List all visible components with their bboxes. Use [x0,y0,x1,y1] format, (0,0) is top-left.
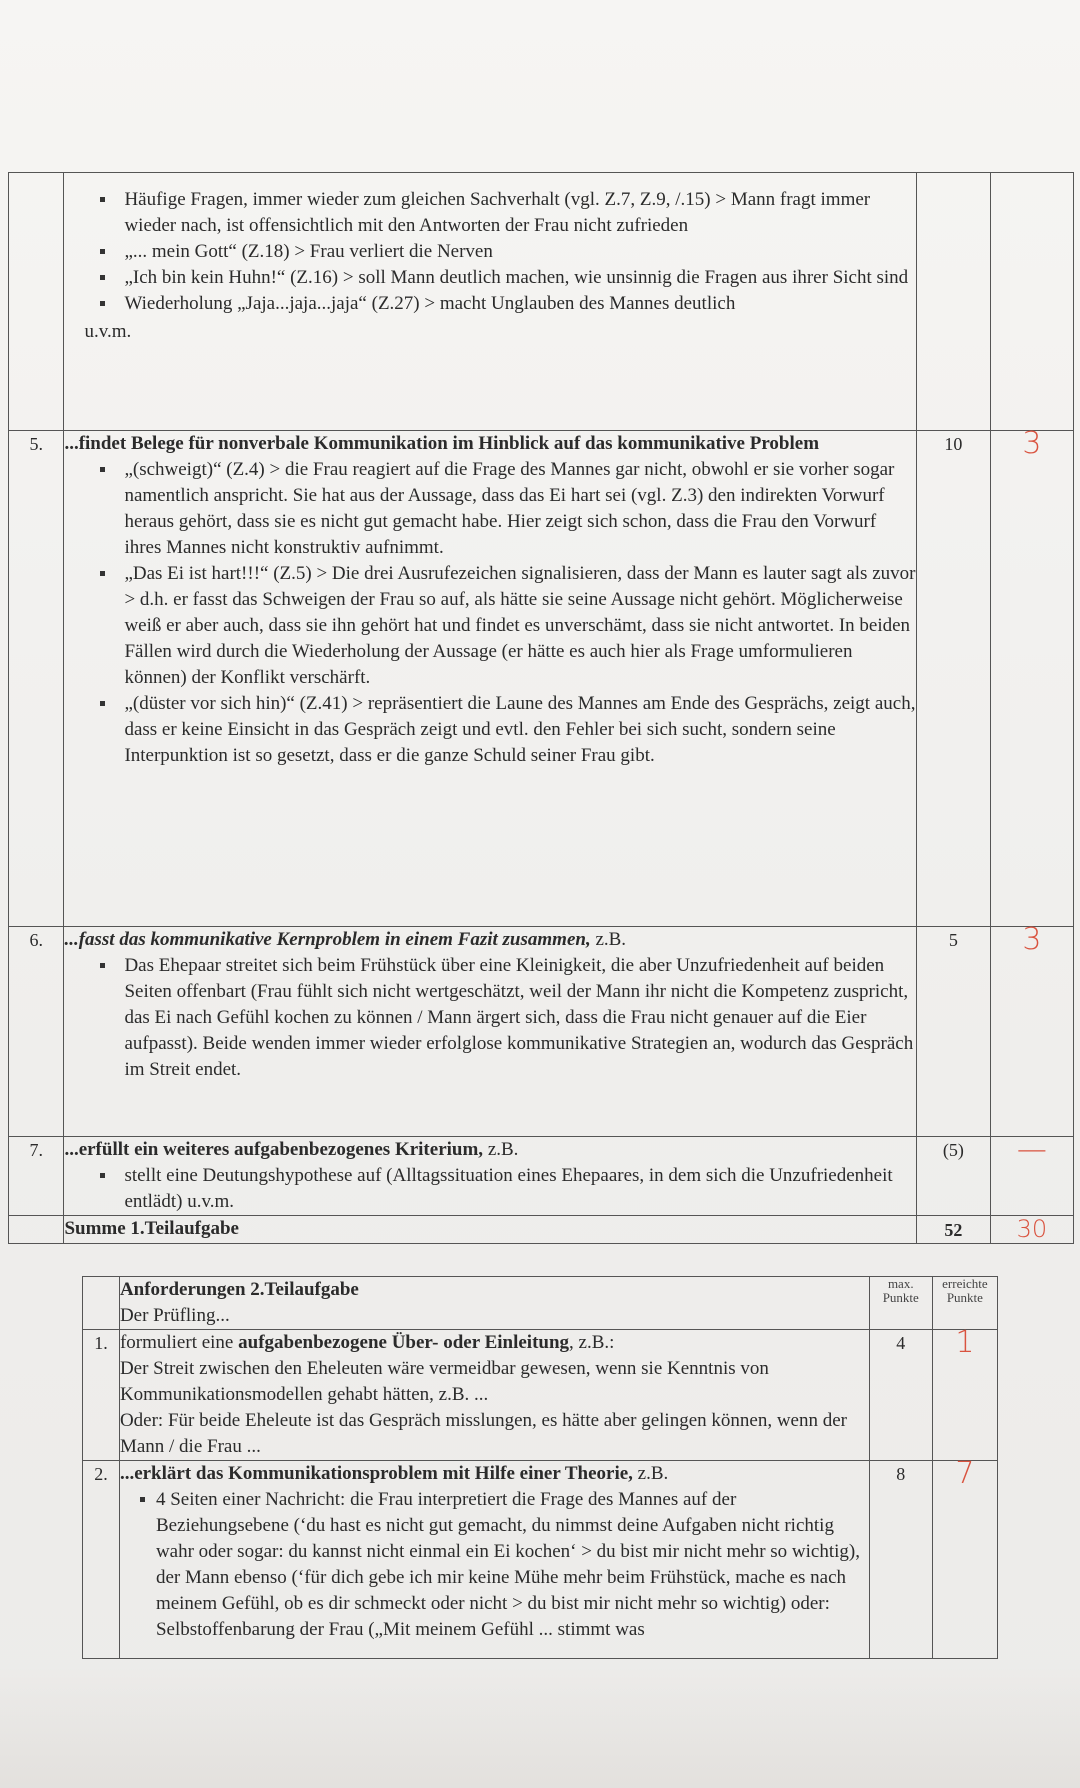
table-row [9,173,1074,431]
criteria-cell [64,1137,916,1216]
achieved-points [990,173,1073,431]
list-item: Das Ehepaar streitet sich beim Frühstück über eine Kleinigkeit, die aber Unzufriedenheit auf beiden Seiten offenbart (Frau fühlt sich nicht wertgeschätzt, weil der Mann ihr nicht die Kompetenz zuspricht, das Ei nach Gefühl kochen zu können / Mann ärgert sich, dass die Frau nicht genauer auf die Eier aufpasst). Beide wenden immer wieder erfolglose kommunikative Strategien an, wodurch das Gespräch im Streit endet. [64,953,915,1083]
table-row [9,1137,1074,1216]
empty-cell [83,1277,120,1330]
criterion-heading: ...fasst das kommunikative Kernproblem in einem Fazit zusammen, [64,929,591,950]
example-line: Der Streit zwischen den Eheleuten wäre vermeidbar gewesen, wenn sie Kenntnis von Kommunikationsmodellen gehabt hätten, z.B. ... [119,1358,769,1405]
intro-text: formuliert eine [119,1332,239,1353]
max-points: 10 [916,431,990,927]
example-line: Oder: Für beide Eheleute ist das Gespräch misslungen, es hätte aber gelingen können, wenn der Mann / die Frau ... [119,1410,847,1457]
table-row [9,431,1074,927]
table-row [9,927,1074,1137]
section-subtitle: Der Prüfling... [119,1305,230,1326]
criteria-cell [119,1461,869,1659]
row-number: 2. [83,1461,120,1659]
header-row [83,1277,998,1330]
achieved-points: 3 [990,927,1073,1137]
list-item: Häufige Fragen, immer wieder zum gleichen Sachverhalt (vgl. Z.7, Z.9, /.15) > Mann fragt immer wieder nach, ist offensichtlich mit den Antworten der Frau nicht zufrieden [64,187,915,239]
grading-table-2 [82,1276,998,1659]
achieved-points: 1 [932,1330,997,1461]
criterion-heading: ...findet Belege für nonverbale Kommunikation im Hinblick auf das kommunikative Problem [64,433,820,454]
max-points: (5) [916,1137,990,1216]
uvm-note: u.v.m. [84,321,132,342]
criteria-cell [64,431,916,927]
max-points: 8 [869,1461,932,1659]
list-item: stellt eine Deutungshypothese auf (Alltagssituation eines Ehepaares, in dem sich die Unzufriedenheit entlädt) u.v.m. [64,1163,915,1215]
list-item: „(düster vor sich hin)“ (Z.41) > repräsentiert die Laune des Mannes am Ende des Gesprächs, zeigt auch, dass er keine Einsicht in das Gespräch zeigt und evtl. den Fehler bei sich sucht, sondern seine Interpunktion ist so gesetzt, dass er die ganze Schuld seiner Frau gibt. [64,691,915,769]
list-item: „Das Ei ist hart!!!“ (Z.5) > Die drei Ausrufezeichen signalisieren, dass der Mann es lauter sagt als zuvor > d.h. er fasst das Schweigen der Frau so auf, als hätte sie seine Aussage nicht gehört. Möglicherweise weiß er aber auch, dass sie ihn gehört hat und findet es unverschämt, dass sie nicht antwortet. In beiden Fällen wird durch die Wiederholung der Aussage (er hätte es auch hier als Frage umformulieren können) der Konflikt verschärft. [64,561,915,691]
achieved-points-header: erreichte Punkte [932,1277,997,1330]
criteria-cell [64,173,916,431]
sum-label: Summe 1.Teilaufgabe [64,1216,916,1244]
list-item: „(schweigt)“ (Z.4) > die Frau reagiert auf die Frage des Mannes gar nicht, obwohl er sie vorher sogar namentlich anspricht. Sie hat aus der Aussage, dass das Ei hart sei (vgl. Z.3) den indirekten Vorwurf heraus gehört, dass sie es nicht gut gemacht habe. Hier zeigt sich schon, dass die Frau den Vorwurf ihres Mannes nicht konstruktiv aufnimmt. [64,457,915,561]
section-title: Anforderungen 2.Teilaufgabe [119,1279,359,1300]
criterion-heading-suffix: z.B. [483,1139,519,1160]
row-number: 5. [9,431,64,927]
max-points-header: max. Punkte [869,1277,932,1330]
intro-suffix: , z.B.: [569,1332,615,1353]
max-points: 4 [869,1330,932,1461]
criterion-heading-suffix: z.B. [590,929,627,950]
row-number: 7. [9,1137,64,1216]
sum-max-points: 52 [916,1216,990,1244]
row-number: 6. [9,927,64,1137]
row-number: 1. [83,1330,120,1461]
scan-shadow [0,1668,1080,1788]
max-points: 5 [916,927,990,1137]
achieved-points: 3 [990,431,1073,927]
row-number [9,173,64,431]
criteria-cell [119,1330,869,1461]
sum-row [9,1216,1074,1244]
list-item: Wiederholung „Jaja...jaja...jaja“ (Z.27) > macht Unglauben des Mannes deutlich [64,291,915,317]
intro-bold-text: aufgabenbezogene Über- oder Einleitung [238,1332,570,1353]
criterion-heading: ...erklärt das Kommunikationsproblem mit Hilfe einer Theorie, [119,1463,633,1484]
max-points [916,173,990,431]
criterion-heading: ...erfüllt ein weiteres aufgabenbezogenes Kriterium, [64,1139,484,1160]
list-item: 4 Seiten einer Nachricht: die Frau interpretiert die Frage des Mannes auf der Beziehungsebene (‘du hast es nicht gut gemacht, du nimmst deine Aufgaben nicht richtig wahr oder sogar: du kannst nicht einmal ein Ei kochen‘ > du bist mir nicht mehr so wichtig), der Mann ebenso (‘für dich gebe ich mir keine Mühe mehr beim Frühstück, mache es nach meinem Gefühl, ob es dir schmeckt oder nicht > du bist mir nicht mehr so wichtig) oder: Selbstoffenbarung der Frau („Mit meinem Gefühl ... stimmt was [120,1487,869,1643]
table-row [83,1330,998,1461]
achieved-points: 7 [932,1461,997,1659]
list-item: „Ich bin kein Huhn!“ (Z.16) > soll Mann deutlich machen, wie unsinnig die Fragen aus ihrer Sicht sind [64,265,915,291]
empty-cell [9,1216,64,1244]
list-item: „... mein Gott“ (Z.18) > Frau verliert die Nerven [64,239,915,265]
criterion-heading-suffix: z.B. [632,1463,669,1484]
sum-achieved-points: 30 [990,1216,1073,1244]
criteria-cell [64,927,916,1137]
table-row [83,1461,998,1659]
grading-table-1 [8,172,1074,1244]
achieved-points: — [990,1137,1073,1216]
header-cell [119,1277,869,1330]
